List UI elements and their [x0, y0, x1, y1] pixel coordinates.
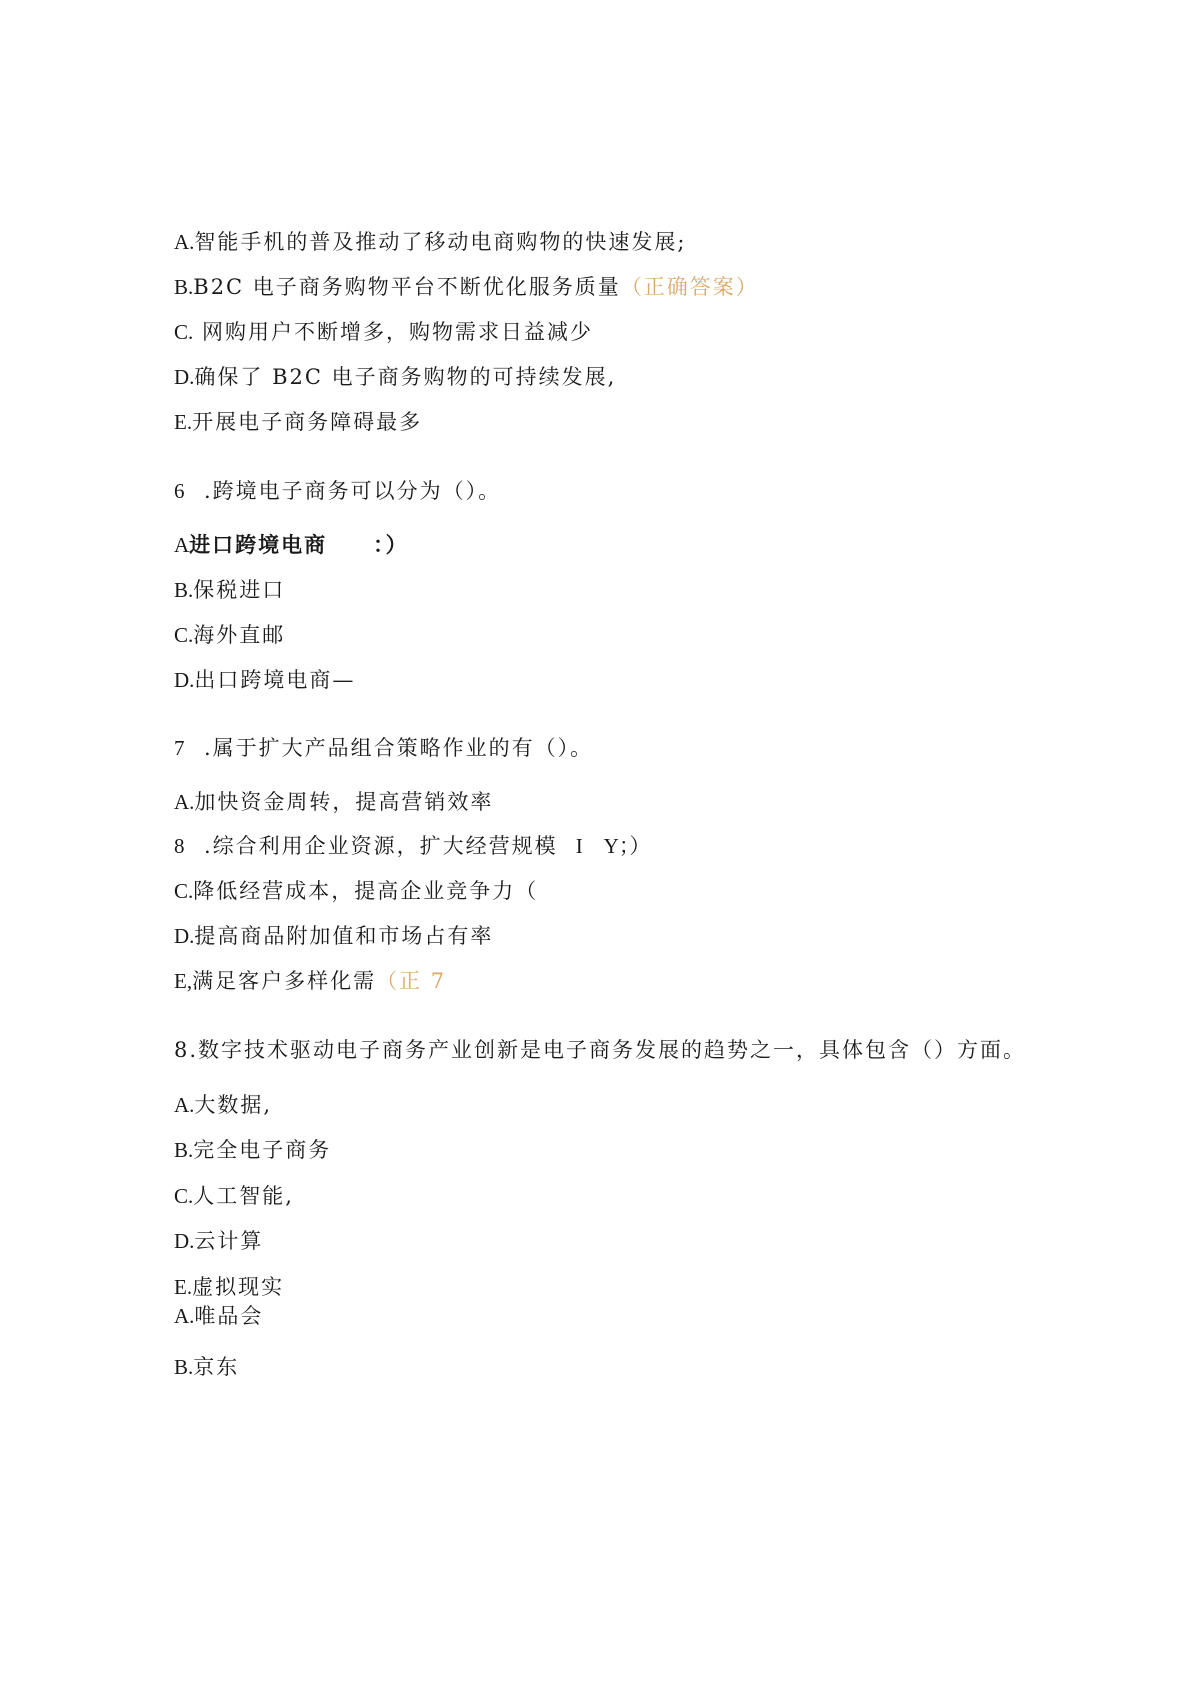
- option-text: 提高商品附加值和市场占有率: [194, 924, 494, 948]
- question-number: 6: [174, 479, 185, 503]
- q8-option-a: [174, 1091, 272, 1119]
- q6-option-c: [174, 621, 285, 649]
- question-8: [174, 1036, 1026, 1064]
- option-label: E,: [174, 969, 193, 993]
- option-label: E.: [174, 1275, 193, 1299]
- option-label: E.: [174, 410, 193, 434]
- q7-option-c: [174, 877, 538, 905]
- option-label: B.: [174, 1355, 194, 1379]
- option-text: 完全电子商务: [193, 1138, 332, 1162]
- option-label: 8: [174, 834, 185, 858]
- option-b-jd: [174, 1353, 239, 1381]
- option-b: [174, 273, 759, 301]
- q8-option-d: [174, 1227, 263, 1255]
- option-label: A.: [174, 790, 195, 814]
- correct-answer-mark: （正确答案）: [620, 275, 759, 299]
- option-label: C.: [174, 879, 194, 903]
- option-text: 海外直邮: [193, 623, 286, 647]
- option-text: B2C 电子商务购物平台不断优化服务质量: [193, 275, 621, 299]
- question-text: .属于扩大产品组合策略作业的有（）。: [204, 736, 594, 760]
- option-text: 虚拟现实: [192, 1275, 285, 1299]
- option-label: A.: [174, 230, 195, 254]
- question-number: 7: [174, 736, 185, 760]
- option-text: 出口跨境电商—: [194, 668, 356, 692]
- question-6: [174, 477, 501, 505]
- option-label: A.: [174, 1093, 195, 1117]
- option-label: C.: [174, 1184, 194, 1208]
- q7-option-e: [174, 967, 446, 995]
- option-text: 开展电子商务障碍最多: [192, 410, 423, 434]
- option-text: 加快资金周转，提高营销效率: [194, 790, 494, 814]
- q7-option-d: [174, 922, 493, 950]
- option-text: 云计算: [194, 1229, 264, 1253]
- option-text: 网购用户不断增多，购物需求日益减少: [193, 320, 593, 344]
- option-d: [174, 363, 616, 391]
- option-label: D.: [174, 365, 195, 389]
- option-label: A.: [174, 1304, 195, 1328]
- option-label: D.: [174, 924, 195, 948]
- option-e: [174, 408, 422, 436]
- option-a: [174, 228, 687, 256]
- option-tail: ：）: [373, 532, 409, 557]
- question-text: .跨境电子商务可以分为（）。: [204, 479, 502, 503]
- option-text: 进口跨境电商: [189, 532, 328, 557]
- q7-option-a: [174, 788, 493, 816]
- correct-answer-mark: （正 7: [376, 969, 447, 993]
- option-text: 降低经营成本，提高企业竞争力（: [193, 879, 539, 903]
- option-label: A: [174, 533, 190, 557]
- option-text: 满足客户多样化需: [192, 969, 377, 993]
- option-text: 智能手机的普及推动了移动电商购物的快速发展;: [194, 230, 687, 254]
- option-a-vipshop: [174, 1302, 263, 1330]
- option-label: B.: [174, 1138, 194, 1162]
- option-text: 确保了 B2C 电子商务购物的可持续发展,: [194, 365, 617, 389]
- option-label: D.: [174, 668, 195, 692]
- q6-option-a: [174, 531, 409, 559]
- q6-option-b: [174, 576, 285, 604]
- option-label: C.: [174, 623, 194, 647]
- question-7: [174, 734, 593, 762]
- option-label: D.: [174, 1229, 195, 1253]
- option-text: 唯品会: [194, 1304, 264, 1328]
- option-label: B.: [174, 275, 194, 299]
- q8-option-c: [174, 1182, 294, 1210]
- option-text: 人工智能,: [193, 1184, 294, 1208]
- option-text: 保税进口: [193, 578, 286, 602]
- q8-option-e: [174, 1273, 284, 1301]
- option-label: C.: [174, 320, 194, 344]
- q7-option-b: [174, 832, 650, 860]
- option-c: [174, 318, 593, 346]
- option-tail: I Y；）: [575, 834, 651, 858]
- option-text: 京东: [193, 1355, 240, 1379]
- option-label: B.: [174, 578, 194, 602]
- question-text: 8.数字技术驱动电子商务产业创新是电子商务发展的趋势之一，具体包含（）方面。: [174, 1038, 1027, 1062]
- q6-option-d: [174, 666, 355, 694]
- option-text: 大数据,: [194, 1093, 273, 1117]
- q8-option-b: [174, 1136, 331, 1164]
- option-text: .综合利用企业资源，扩大经营规模: [204, 834, 558, 858]
